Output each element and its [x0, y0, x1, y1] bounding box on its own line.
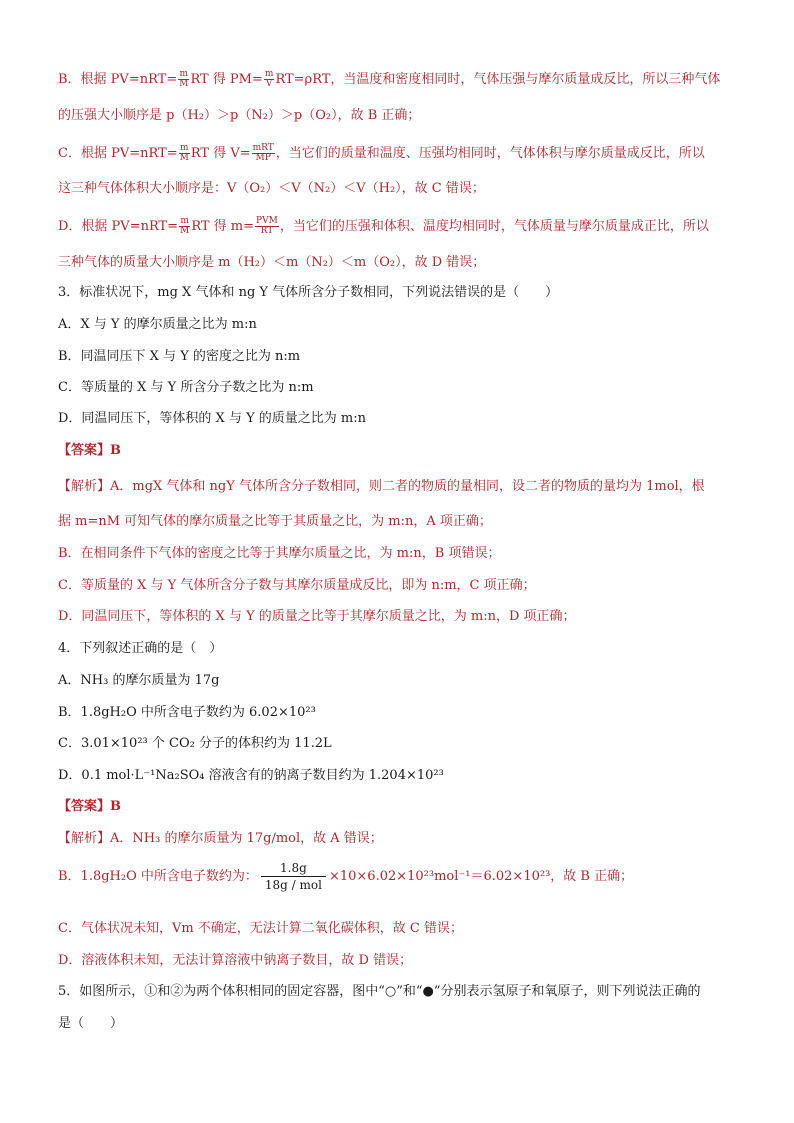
option-b-line-1: B．根据 PV=nRT= $\frac{m}{M}$ RT 得 PM= $\frac{m}{V}$ RT=ρRT，当温度和密度相同时，气体压强与摩尔质量成反比，所以三种气体 — [58, 69, 721, 89]
q4-option-a: A．NH₃ 的摩尔质量为 17g — [58, 673, 220, 688]
q3-explanation-d: D．同温同压下，等体积的 X 与 Y 的质量之比等于其摩尔质量之比，为 m:n，D 项正确； — [58, 609, 576, 624]
q5-stem-line-2: 是（ ） — [58, 1016, 124, 1031]
q3-answer: 【答案】B — [58, 443, 121, 458]
q3-option-b: B．同温同压下 X 与 Y 的密度之比为 n:m — [58, 349, 301, 364]
q3-stem: 3．标准状况下，mg X 气体和 ng Y 气体所含分子数相同，下列说法错误的是（ ） — [58, 285, 559, 300]
option-b-line-2: 的压强大小顺序是 p（H₂）＞p（N₂）＞p（O₂），故 B 正确； — [58, 108, 421, 123]
q4-explanation-d: D．溶液体积未知，无法计算溶液中钠离子数目，故 D 错误； — [58, 953, 413, 968]
q3-explanation-b: B．在相同条件下气体的密度之比等于其摩尔质量之比，为 m:n，B 项错误； — [58, 546, 501, 561]
q3-option-a: A．X 与 Y 的摩尔质量之比为 m:n — [58, 317, 257, 332]
q3-explanation-c: C．等质量的 X 与 Y 气体所含分子数与其摩尔质量成反比，即为 n:m，C 项正确； — [58, 578, 536, 593]
option-c-line-1: C．根据 PV=nRT= $\frac{m}{M}$ RT 得 V= $\frac{\text{mRT}}{MP}$ ，当它们的质量和温度、压强均相同时，气体体积与摩尔质量成反比，所以 — [58, 143, 705, 163]
q4-answer: 【答案】B — [58, 799, 121, 814]
q4-explanation-b: B．1.8gH₂O 中所含电子数约为： $\frac{1.8g}{\text{18g / mol}}$ ×10×6.02×10²³mol⁻¹＝6.02×10²³，故 B 正确； — [58, 861, 634, 892]
q5-stem-line-1: 5．如图所示，①和②为两个体积相同的固定容器，图中“○”和“●”分别表示氢原子和氧原子，则下列说法正确的 — [58, 984, 701, 999]
q3-option-d: D．同温同压下，等体积的 X 与 Y 的质量之比为 m:n — [58, 411, 367, 426]
option-d-line-2: 三种气体的质量大小顺序是 m（H₂）＜m（N₂）＜m（O₂），故 D 错误； — [58, 255, 486, 270]
q3-explanation-line-2: 据 m=nM 可知气体的摩尔质量之比等于其质量之比，为 m:n，A 项正确； — [58, 514, 492, 529]
q4-explanation-c: C．气体状况未知，Vm 不确定，无法计算二氧化碳体积，故 C 错误； — [58, 921, 464, 936]
q4-explanation-a: 【解析】A．NH₃ 的摩尔质量为 17g/mol，故 A 错误； — [58, 831, 383, 846]
option-d-line-1: D．根据 PV=nRT= $\frac{m}{M}$ RT 得 m= $\frac{\text{PVM}}{RT}$ ，当它们的压强和体积、温度均相同时，气体质量与摩尔质量成正比，所以 — [58, 216, 709, 236]
option-c-line-2: 这三种气体体积大小顺序是：V（O₂）＜V（N₂）＜V（H₂），故 C 错误； — [58, 181, 485, 196]
q4-stem: 4．下列叙述正确的是（ ） — [58, 641, 223, 656]
q3-explanation-line-1: 【解析】A．mgX 气体和 ngY 气体所含分子数相同，则二者的物质的量相同，设二者的物质的量均为 1mol，根 — [58, 479, 705, 494]
q4-option-d: D．0.1 mol·L⁻¹Na₂SO₄ 溶液含有的钠离子数目约为 1.204×10²³ — [58, 768, 444, 783]
q3-option-c: C．等质量的 X 与 Y 所含分子数之比为 n:m — [58, 380, 314, 395]
q4-option-b: B．1.8gH₂O 中所含电子数约为 6.02×10²³ — [58, 705, 316, 720]
q4-option-c: C．3.01×10²³ 个 CO₂ 分子的体积约为 11.2L — [58, 736, 332, 751]
